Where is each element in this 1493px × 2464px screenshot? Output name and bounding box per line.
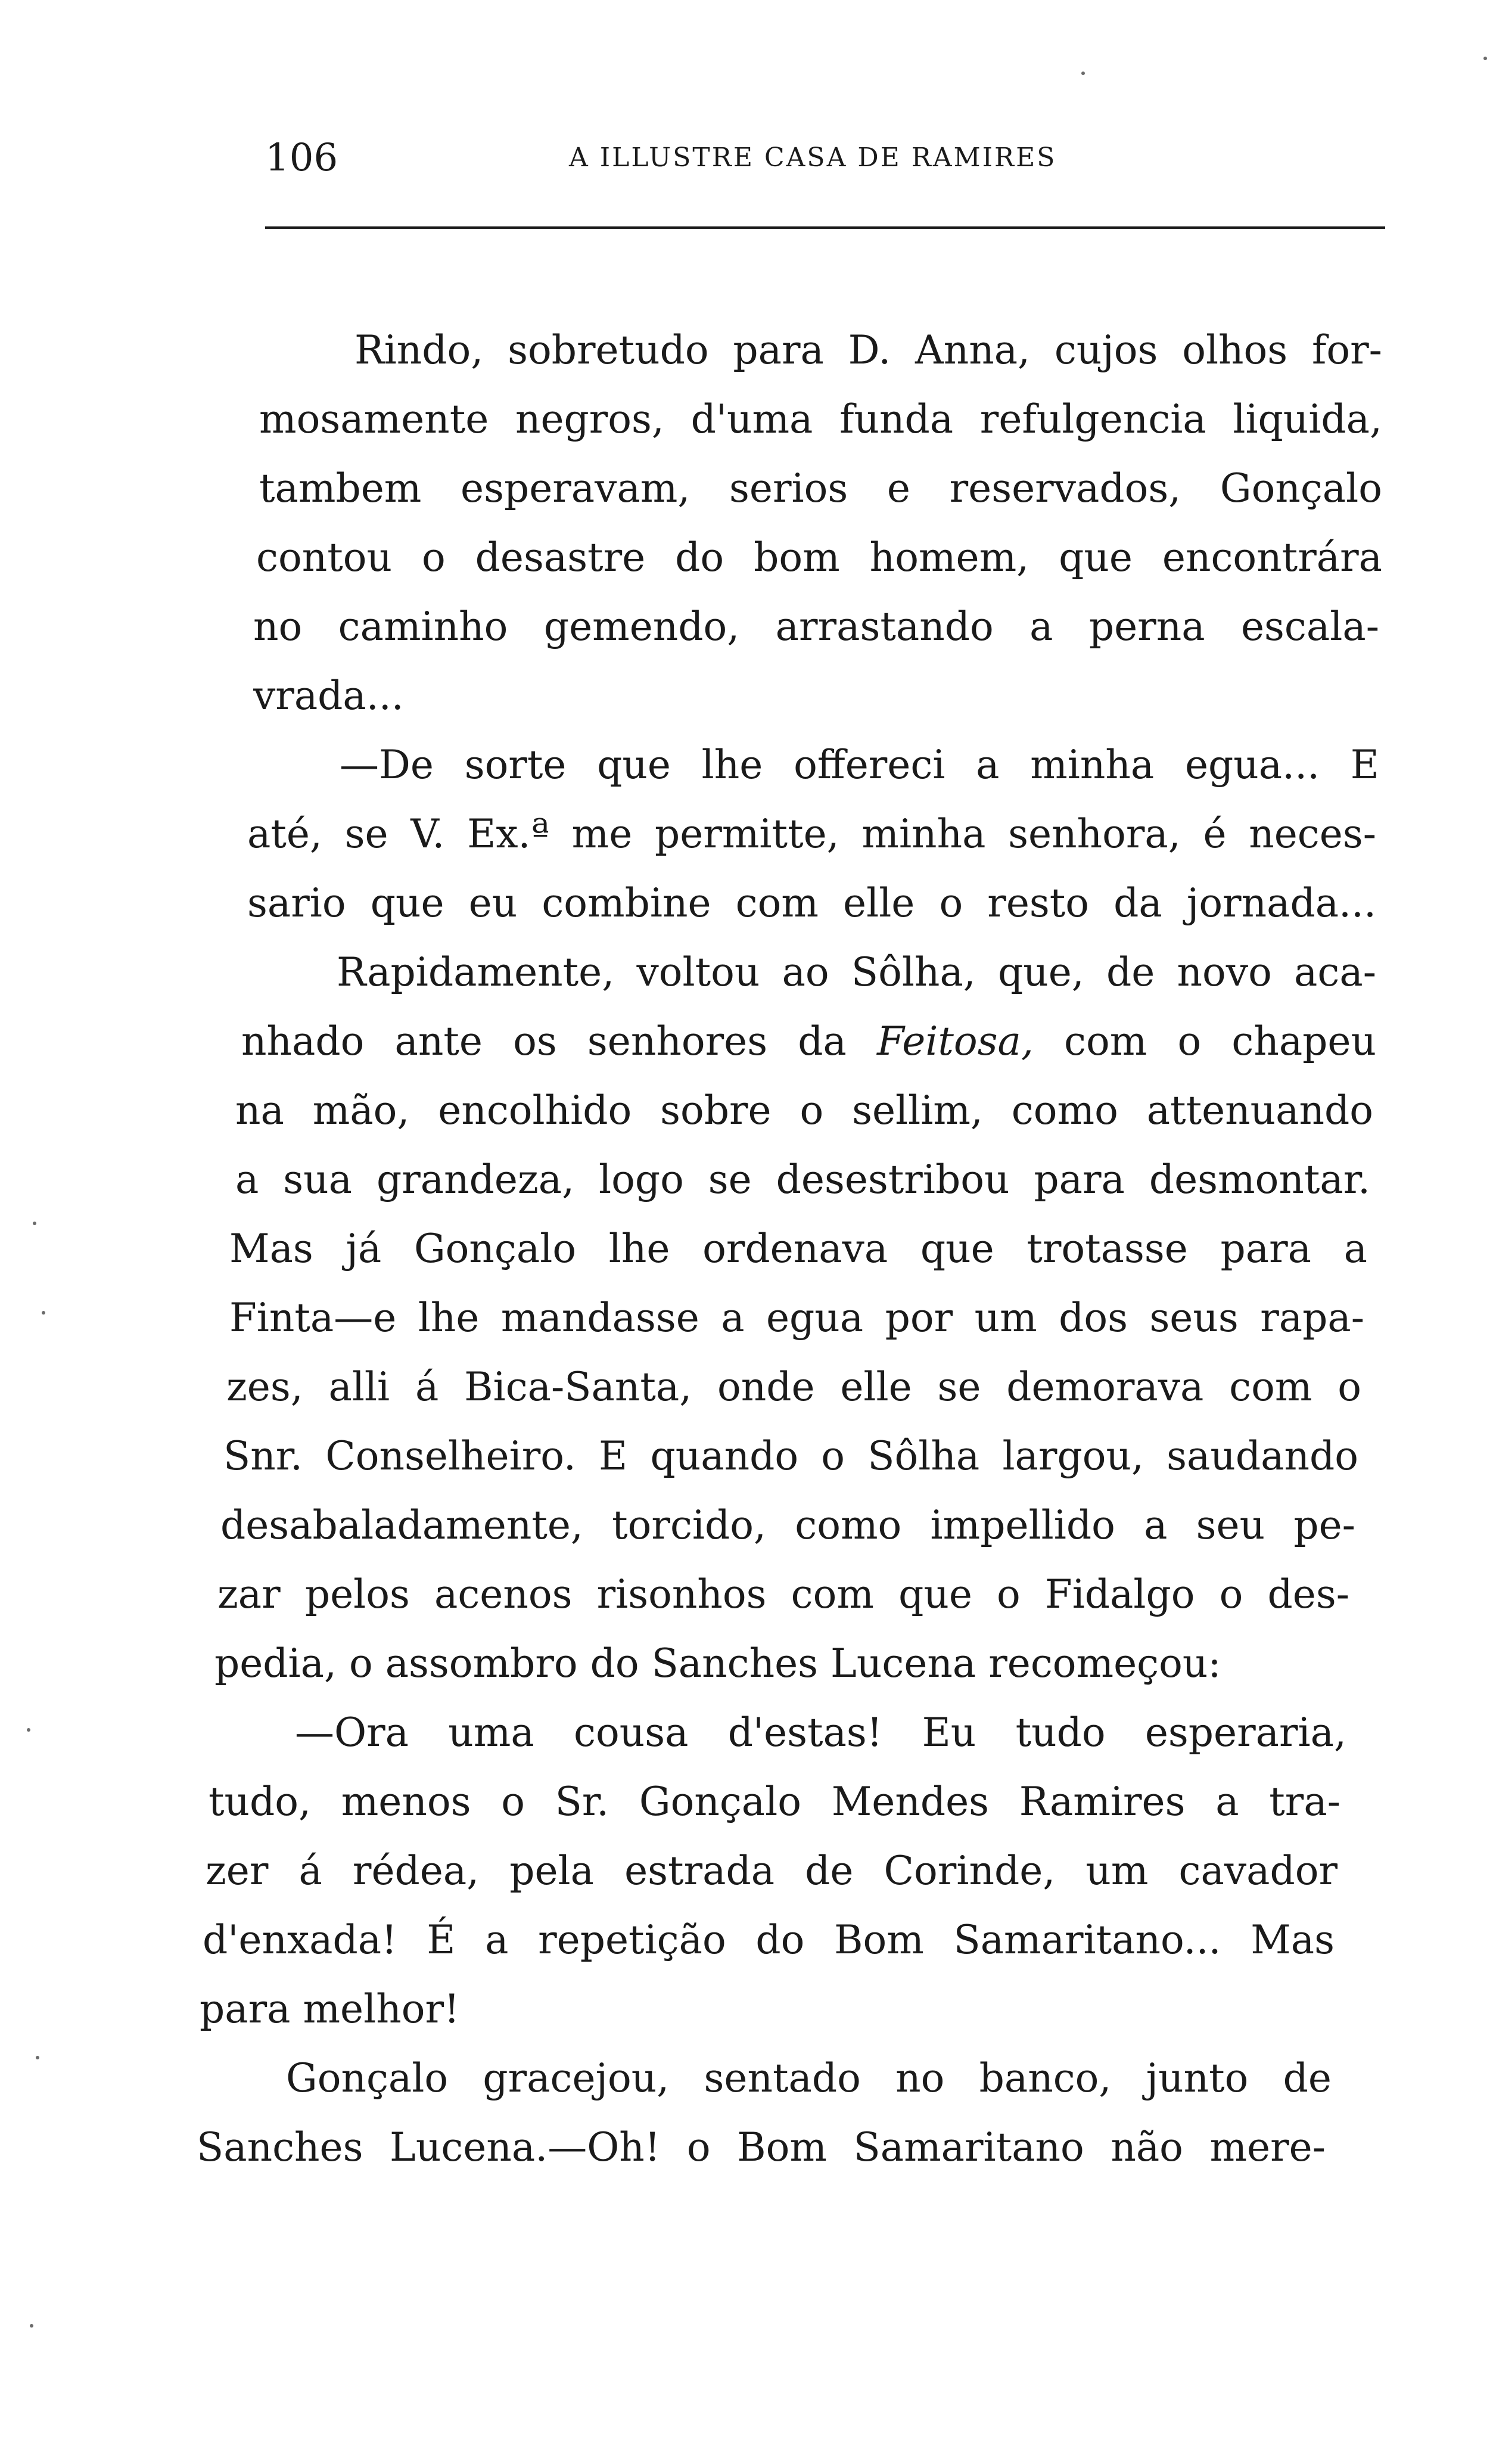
text-line: na mão, encolhido sobre o sellim, como attenuando bbox=[235, 1087, 1373, 1133]
scan-speck bbox=[36, 2056, 39, 2059]
text-line: no caminho gemendo, arrastando a perna escala- bbox=[253, 604, 1379, 650]
header-rule bbox=[265, 226, 1385, 229]
text-line: Sanches Lucena.—Oh! o Bom Samaritano não mere- bbox=[197, 2124, 1326, 2170]
text-line: —Ora uma cousa d'estas! Eu tudo esperaria, bbox=[295, 1710, 1346, 1755]
text-line: zar pelos acenos risonhos com que o Fidalgo o des- bbox=[217, 1571, 1349, 1617]
text-line: até, se V. Ex.ª me permitte, minha senhora, é neces- bbox=[247, 811, 1376, 857]
text-line: sario que eu combine com elle o resto da jornada... bbox=[247, 880, 1376, 926]
page-number: 106 bbox=[265, 136, 338, 180]
text-line: desabaladamente, torcido, como impellido a seu pe- bbox=[220, 1502, 1355, 1548]
scan-speck bbox=[1483, 57, 1487, 60]
scan-speck bbox=[1081, 72, 1085, 75]
text-line: Gonçalo gracejou, sentado no banco, junto de bbox=[286, 2055, 1332, 2101]
running-head bbox=[265, 134, 1379, 182]
text-line: zer á rédea, pela estrada de Corinde, um cavador bbox=[206, 1848, 1338, 1894]
scan-speck bbox=[42, 1311, 45, 1315]
text-line: tudo, menos o Sr. Gonçalo Mendes Ramires a tra- bbox=[209, 1779, 1340, 1825]
text-line: Rapidamente, voltou ao Sôlha, que, de novo aca- bbox=[337, 949, 1376, 995]
italic-place-name: Feitosa, bbox=[877, 1018, 1034, 1064]
text-line: vrada... bbox=[253, 673, 404, 719]
scan-speck bbox=[27, 1728, 30, 1732]
text-line: d'enxada! É a repetição do Bom Samaritano... Mas bbox=[203, 1917, 1335, 1963]
text-line: Rindo, sobretudo para D. Anna, cujos olhos for- bbox=[354, 327, 1382, 373]
text-line: pedia, o assombro do Sanches Lucena recomeçou: bbox=[214, 1640, 1221, 1686]
text-line: tambem esperavam, serios e reservados, Gonçalo bbox=[259, 465, 1382, 511]
text-line: nhado ante os senhores da Feitosa, com o chapeu bbox=[241, 1018, 1376, 1064]
text-line: contou o desastre do bom homem, que encontrára bbox=[256, 535, 1382, 580]
scan-speck bbox=[30, 2324, 33, 2328]
text-line: mosamente negros, d'uma funda refulgencia liquida, bbox=[259, 396, 1382, 442]
book-title: A ILLUSTRE CASA DE RAMIRES bbox=[569, 142, 1057, 173]
text-line: Finta—e lhe mandasse a egua por um dos seus rapa- bbox=[229, 1295, 1364, 1341]
text-line: para melhor! bbox=[200, 1986, 460, 2032]
text-line: Snr. Conselheiro. E quando o Sôlha largou, saudando bbox=[223, 1433, 1358, 1479]
text-line: a sua grandeza, logo se desestribou para desmontar. bbox=[235, 1157, 1370, 1203]
text-line: zes, alli á Bica-Santa, onde elle se demorava com o bbox=[226, 1364, 1361, 1410]
text-line: —De sorte que lhe offereci a minha egua... E bbox=[340, 742, 1379, 788]
text-line: Mas já Gonçalo lhe ordenava que trotasse para a bbox=[229, 1226, 1367, 1272]
scan-speck bbox=[33, 1222, 36, 1225]
